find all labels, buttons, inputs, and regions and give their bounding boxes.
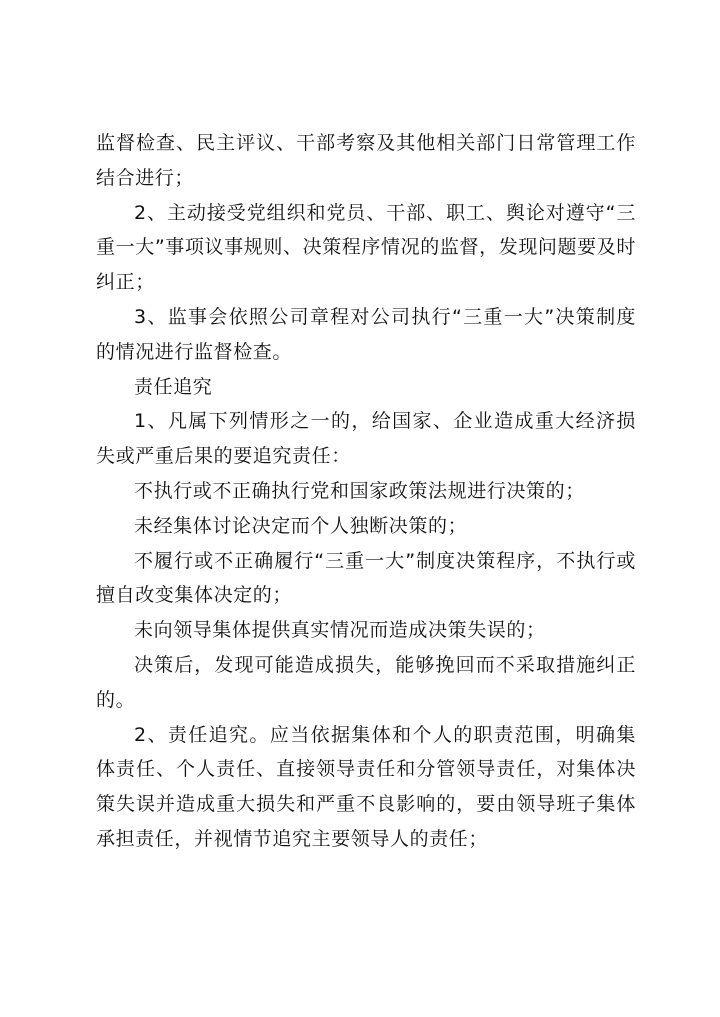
- paragraph-5: 1、凡属下列情形之一的，给国家、企业造成重大经济损失或严重后果的要追究责任：: [96, 410, 636, 468]
- list-item-5: 决策后，发现可能造成损失，能够挽回而不采取措施纠正的。: [96, 653, 636, 711]
- list-item-2: 未经集体讨论决定而个人独断决策的；: [134, 514, 468, 537]
- list-item-4: 未向领导集体提供真实情况而造成决策失误的；: [134, 619, 546, 642]
- document-body: [96, 126, 636, 857]
- section-heading-accountability: 责任追究: [134, 375, 213, 398]
- paragraph-1: 监督检查、民主评议、干部考察及其他相关部门日常管理工作结合进行；: [96, 132, 636, 189]
- paragraph-2: 2、主动接受党组织和党员、干部、职工、舆论对遵守“三重一大”事项议事规则、决策程序情况的监督，发现问题要及时纠正；: [96, 201, 636, 294]
- list-item-1: 不执行或不正确执行党和国家政策法规进行决策的；: [134, 479, 585, 502]
- paragraph-11: 2、责任追究。应当依据集体和个人的职责范围，明确集体责任、个人责任、直接领导责任和分管领导责任，对集体决策失误并造成重大损失和严重不良影响的，要由领导班子集体承担责任，并视情节追究主要领导人的责任；: [96, 723, 636, 850]
- paragraph-3: 3、监事会依照公司章程对公司执行“三重一大”决策制度的情况进行监督检查。: [96, 305, 636, 363]
- list-item-3: 不履行或不正确履行“三重一大”制度决策程序，不执行或擅自改变集体决定的；: [96, 549, 636, 607]
